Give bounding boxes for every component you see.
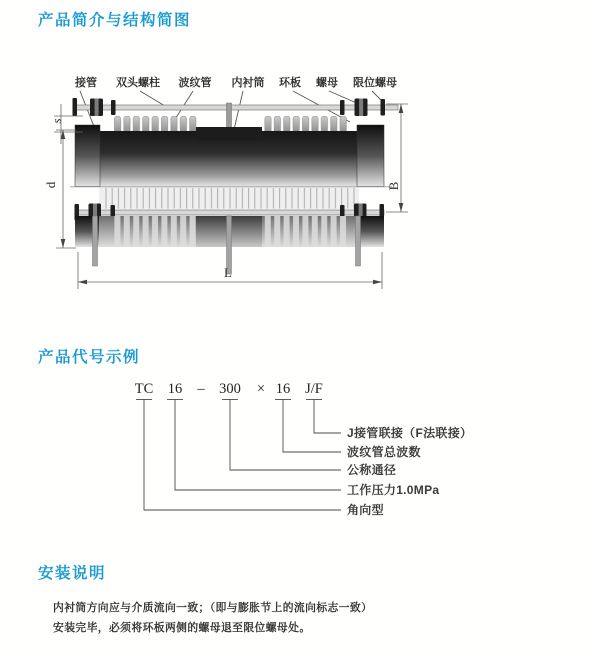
code-seg-times: × bbox=[256, 381, 266, 397]
dim-label-L: L bbox=[224, 265, 232, 280]
code-seg-type: TC bbox=[134, 381, 154, 397]
annotation-wave-count: 波纹管总波数 bbox=[347, 445, 421, 459]
code-annotations bbox=[347, 425, 472, 517]
part-label-huanban: 环板 bbox=[279, 77, 301, 89]
section-title-install: 安装说明 bbox=[38, 565, 107, 582]
part-labels bbox=[74, 75, 397, 89]
part-label-jieguan: 接管 bbox=[75, 77, 97, 89]
part-label-bowenguan: 波纹管 bbox=[178, 77, 212, 89]
install-instruction-line: 内衬筒方向应与介质流向一致；（即与膨胀节上的流向标志一致） bbox=[53, 602, 373, 614]
dimension-d bbox=[56, 130, 76, 248]
code-seg-dash: – bbox=[197, 381, 205, 397]
dim-label-d: d bbox=[43, 181, 58, 189]
code-seg-dn: 300 bbox=[219, 381, 241, 397]
dimension-B bbox=[386, 104, 408, 212]
annotation-angular-type: 角向型 bbox=[347, 503, 384, 517]
code-line bbox=[135, 381, 323, 397]
annotation-connection: J接管联接（F法联接） bbox=[347, 426, 473, 440]
section-title-intro: 产品简介与结构简图 bbox=[38, 12, 192, 29]
part-label-neichentong: 内衬筒 bbox=[231, 77, 265, 89]
dim-label-B: B bbox=[386, 181, 401, 191]
end-cap-right bbox=[357, 125, 384, 187]
install-instruction-line: 安装完毕，必须将环板两侧的螺母退至限位螺母处。 bbox=[53, 622, 311, 634]
annotation-nominal-diameter: 公称通径 bbox=[347, 463, 397, 477]
end-cap-left bbox=[75, 125, 100, 187]
structure-diagram bbox=[43, 75, 408, 289]
hatched-band bbox=[99, 188, 359, 210]
code-seg-waves: 16 bbox=[275, 381, 291, 397]
section-title-code: 产品代号示例 bbox=[38, 349, 141, 366]
part-label-xianwei-luomu: 限位螺母 bbox=[353, 77, 397, 89]
code-leader-lines bbox=[136, 400, 341, 511]
inner-liner-band bbox=[196, 127, 262, 140]
part-label-luomu: 螺母 bbox=[316, 77, 338, 89]
part-label-shuangtou: 双头螺柱 bbox=[116, 77, 160, 89]
dim-label-s: s bbox=[49, 118, 64, 124]
code-seg-conn: J/F bbox=[305, 381, 323, 397]
code-seg-pressure: 16 bbox=[167, 381, 183, 397]
annotation-working-pressure: 工作压力1.0MPa bbox=[347, 483, 440, 497]
product-code-diagram bbox=[135, 381, 473, 517]
